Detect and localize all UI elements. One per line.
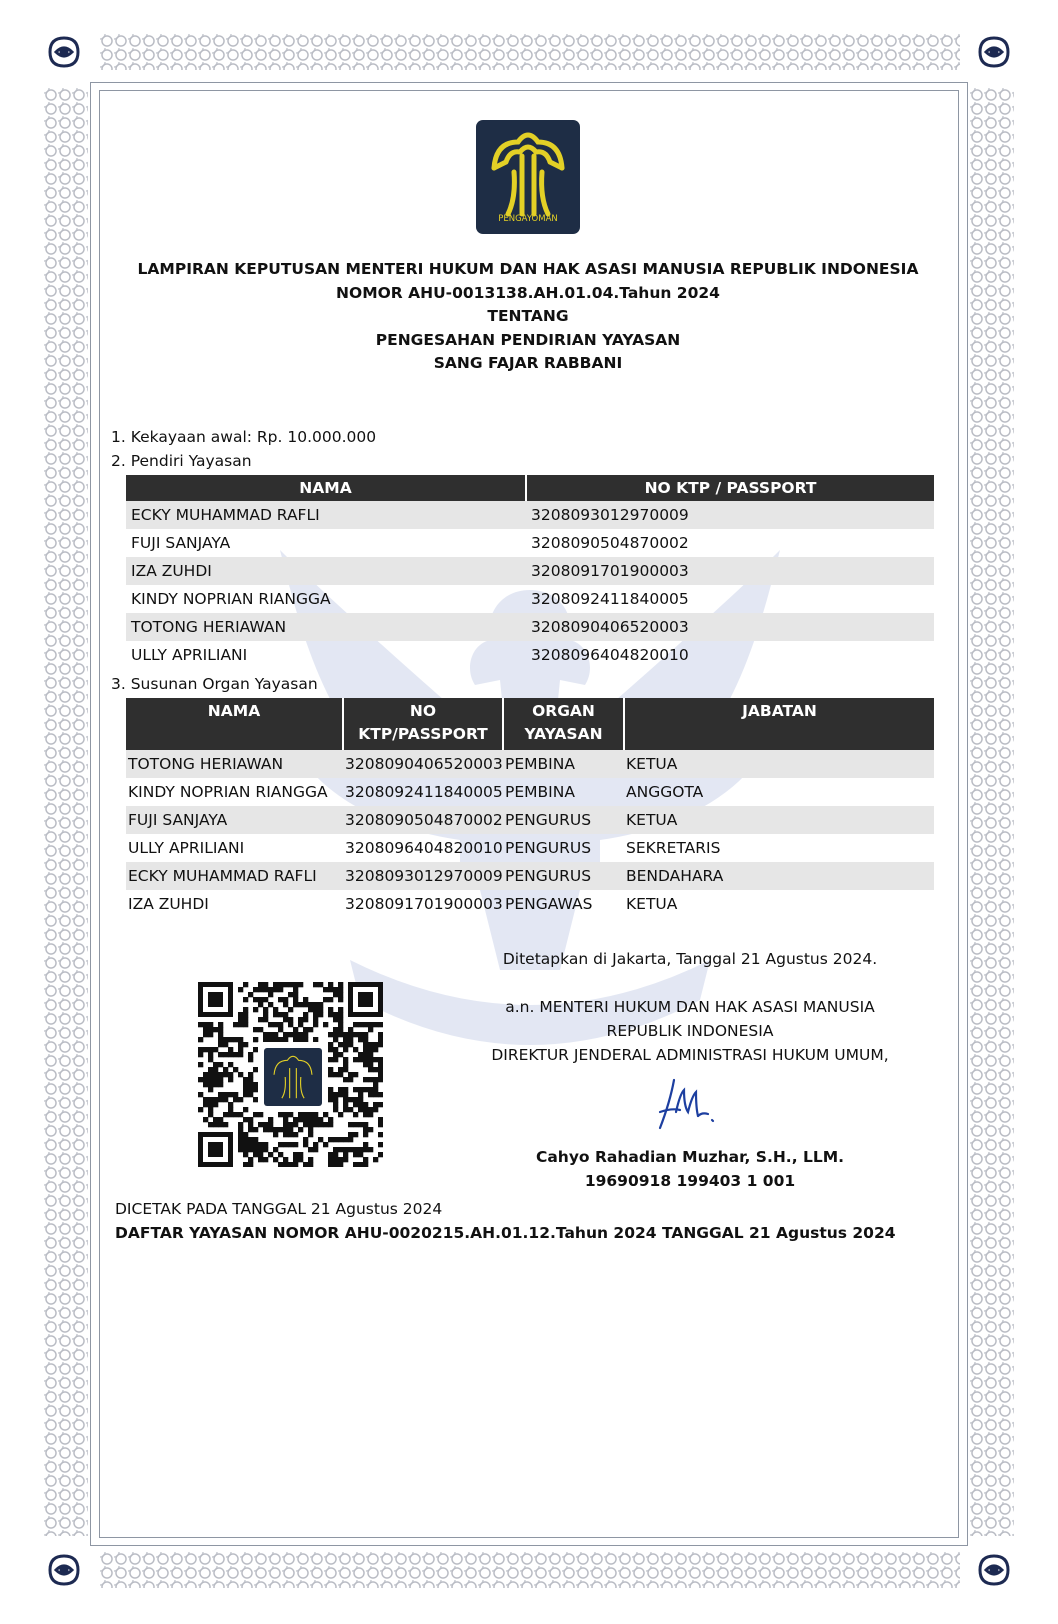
corner-ornament-icon (44, 32, 84, 72)
column-header: ORGAN YAYASAN (503, 698, 624, 750)
heading-line: LAMPIRAN KEPUTUSAN MENTERI HUKUM DAN HAK ASASI MANUSIA REPUBLIK INDONESIA (137, 260, 919, 278)
print-date: DICETAK PADA TANGGAL 21 Agustus 2024 (115, 1200, 443, 1218)
registry-number: DAFTAR YAYASAN NOMOR AHU-0020215.AH.01.12.Tahun 2024 TANGGAL 21 Agustus 2024 (115, 1224, 896, 1242)
heading-line: PENGESAHAN PENDIRIAN YAYASAN (375, 330, 681, 349)
member-name: TOTONG HERIAWAN (126, 750, 343, 778)
on-behalf-line: DIREKTUR JENDERAL ADMINISTRASI HUKUM UMUM, (491, 1046, 889, 1064)
founder-name: ECKY MUHAMMAD RAFLI (126, 501, 526, 529)
signatory-nip: 19690918 199403 1 001 (584, 1172, 796, 1190)
member-position: KETUA (624, 806, 934, 834)
initial-assets: 1. Kekayaan awal: Rp. 10.000.000 (111, 428, 377, 446)
founder-name: TOTONG HERIAWAN (126, 613, 526, 641)
corner-ornament-icon (44, 1550, 84, 1590)
table-row (126, 613, 934, 641)
member-organ: PEMBINA (505, 783, 575, 801)
founder-id: 3208096404820010 (531, 646, 689, 664)
member-id: 3208090504870002 (343, 806, 503, 834)
member-name: ULLY APRILIANI (128, 839, 245, 857)
signatory-name: Cahyo Rahadian Muzhar, S.H., LLM. (535, 1148, 845, 1166)
section-founders: 2. Pendiri Yayasan (111, 452, 252, 470)
table-row (126, 557, 934, 585)
founder-id: 3208091701900003 (526, 557, 934, 585)
corner-ornament-icon (974, 1550, 1014, 1590)
member-id: 3208096404820010 (345, 839, 503, 857)
column-header: JABATAN (624, 698, 934, 750)
column-header: NAMA (126, 698, 343, 750)
border-pattern-left (44, 88, 88, 1536)
corner-ornament-icon (974, 32, 1014, 72)
qr-code-icon (198, 982, 383, 1167)
organs-table (126, 698, 934, 918)
on-behalf-line: a.n. MENTERI HUKUM DAN HAK ASASI MANUSIA (505, 998, 875, 1016)
section-organs: 3. Susunan Organ Yayasan (111, 675, 318, 693)
founder-id: 3208093012970009 (526, 501, 934, 529)
member-name: IZA ZUHDI (128, 895, 209, 913)
founders-table (126, 475, 934, 669)
column-header: NO KTP/PASSPORT (343, 698, 503, 750)
member-id: 3208090406520003 (343, 750, 503, 778)
founder-id: 3208090504870002 (531, 534, 689, 552)
table-row (126, 529, 934, 557)
member-organ: PENGURUS (503, 806, 624, 834)
border-pattern-top (100, 34, 960, 70)
table-row (126, 778, 934, 806)
logo-caption: PENGAYOMAN (498, 214, 558, 224)
column-header: NAMA (126, 475, 526, 501)
member-id: 3208092411840005 (345, 783, 503, 801)
member-name: FUJI SANJAYA (126, 806, 343, 834)
table-row (126, 750, 934, 778)
member-position: KETUA (624, 750, 934, 778)
member-id: 3208091701900003 (345, 895, 503, 913)
member-name: KINDY NOPRIAN RIANGGA (128, 783, 328, 801)
table-row (126, 890, 934, 918)
table-row (126, 641, 934, 669)
founder-name: KINDY NOPRIAN RIANGGA (131, 590, 331, 608)
founder-name: FUJI SANJAYA (131, 534, 231, 552)
table-row (126, 806, 934, 834)
border-pattern-right (970, 88, 1014, 1536)
table-row (126, 501, 934, 529)
founder-id: 3208092411840005 (531, 590, 689, 608)
column-header: NO KTP / PASSPORT (526, 475, 934, 501)
table-row (126, 834, 934, 862)
decree-number: NOMOR AHU-0013138.AH.01.04.Tahun 2024 (336, 283, 720, 302)
member-organ: PENGURUS (503, 862, 624, 890)
document-heading (100, 258, 956, 376)
member-position: ANGGOTA (626, 783, 704, 801)
pengayoman-logo (476, 120, 580, 234)
founder-id: 3208090406520003 (526, 613, 934, 641)
member-name: ECKY MUHAMMAD RAFLI (126, 862, 343, 890)
founder-name: IZA ZUHDI (126, 557, 526, 585)
place-and-date: Ditetapkan di Jakarta, Tanggal 21 Agustus 2024. (502, 950, 878, 968)
border-pattern-bottom (100, 1552, 960, 1588)
member-organ: PEMBINA (503, 750, 624, 778)
founder-name: ULLY APRILIANI (131, 646, 248, 664)
member-organ: PENGAWAS (505, 895, 593, 913)
member-position: BENDAHARA (624, 862, 934, 890)
heading-line: TENTANG (487, 307, 569, 325)
on-behalf-line: REPUBLIK INDONESIA (606, 1022, 774, 1040)
member-position: KETUA (626, 895, 678, 913)
table-row (126, 585, 934, 613)
handwritten-signature (650, 1072, 730, 1144)
table-row (126, 862, 934, 890)
member-id: 3208093012970009 (343, 862, 503, 890)
member-position: SEKRETARIS (626, 839, 721, 857)
foundation-name: SANG FAJAR RABBANI (433, 354, 623, 372)
member-organ: PENGURUS (505, 839, 592, 857)
